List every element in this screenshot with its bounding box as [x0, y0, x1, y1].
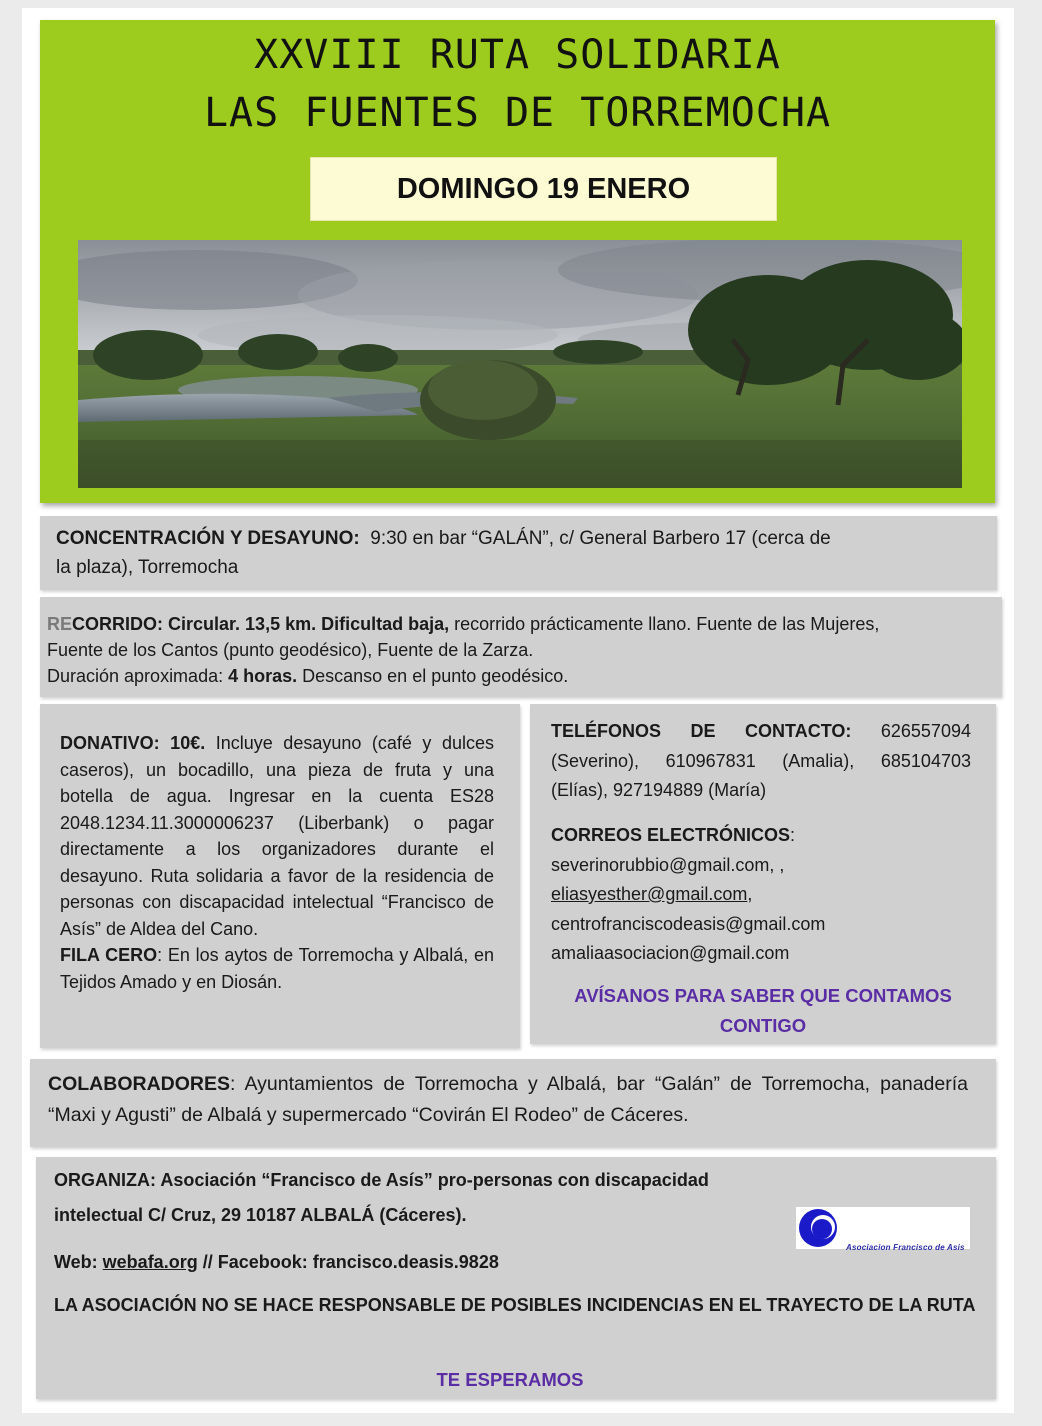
route-duration-prefix: Duración aproximada:: [47, 666, 229, 686]
email-2-link[interactable]: eliasyesther@gmail.com: [551, 884, 748, 904]
route-label: CORRIDO: Circular. 13,5 km. Dificultad baja,: [72, 614, 450, 634]
organizer-line2: intelectual C/ Cruz, 29 10187 ALBALÁ (Cáceres).: [54, 1205, 467, 1225]
collaborators-label: COLABORADORES: [48, 1073, 231, 1095]
meeting-point-label: CONCENTRACIÓN Y DESAYUNO:: [56, 528, 360, 549]
association-logo: [796, 1207, 970, 1252]
phones-line-3: (Elías), 927194889 (María): [551, 780, 767, 800]
emails-label-colon: :: [790, 825, 796, 845]
fila-cero-text: : En los aytos de Torremocha y Albalá, en Tejidos Amado y en Diosán.: [60, 945, 495, 992]
donation-panel: [40, 704, 520, 1048]
disclaimer: LA ASOCIACIÓN NO SE HACE RESPONSABLE DE POSIBLES INCIDENCIAS EN EL TRAYECTO DE LA RUTA: [54, 1295, 976, 1315]
route-label-gray: RE: [47, 614, 73, 634]
email-2-comma: ,: [747, 884, 753, 904]
phones-line-2: (Severino), 610967831 (Amalia), 685104703: [551, 750, 971, 771]
poster-title-line2: LAS FUENTES DE TORREMOCHA: [203, 90, 832, 136]
header-banner: [40, 20, 995, 503]
collaborators-panel: [30, 1059, 996, 1147]
call-to-action-line2: CONTIGO: [719, 1015, 807, 1036]
emails-label: CORREOS ELECTRÓNICOS: [551, 825, 791, 845]
collaborators-text: : Ayuntamientos de Torremocha y Albalá, bar “Galán” de Torremocha, panadería “Maxi y Agusti” de Albalá y supermercado “Covirán El Rodeo” de Cáceres.: [48, 1073, 968, 1126]
closing-message: TE ESPERAMOS: [436, 1369, 584, 1390]
poster-title-line1: XXVIII RUTA SOLIDARIA: [254, 32, 781, 78]
landscape-photo: [78, 240, 962, 488]
route-line1: recorrido prácticamente llano. Fuente de las Mujeres,: [449, 614, 880, 634]
logo-circle-icon: [796, 1207, 846, 1249]
route-panel: [40, 597, 1002, 697]
donation-label: DONATIVO: 10€.: [60, 733, 206, 753]
logo-text: Asociacion Francisco de Asis: [846, 1243, 965, 1252]
call-to-action-line1: AVÍSANOS PARA SABER QUE CONTAMOS: [574, 985, 952, 1006]
event-date-box: [310, 157, 777, 221]
route-duration-suffix: Descanso en el punto geodésico.: [297, 666, 569, 686]
phones-label: TELÉFONOS DE CONTACTO:: [551, 721, 852, 741]
website-link[interactable]: webafa.org: [102, 1252, 198, 1272]
meeting-point-panel: [40, 516, 997, 590]
event-date: DOMINGO 19 ENERO: [396, 172, 691, 205]
contact-panel: [530, 704, 996, 1044]
donation-text: Incluye desayuno (café y dulces caseros), un bocadillo, una pieza de fruta y una botella de agua. Ingresar en la cuenta ES28 2048.1234.11.3000006237 (Liberbank) o pagar directamente a los organizadores durante el desayuno. Ruta solidaria a favor de la residencia de personas con discapacidad intelectual “Francisco de Asís” de Aldea del Cano.: [60, 733, 494, 939]
facebook-text: // Facebook: francisco.deasis.9828: [197, 1252, 499, 1272]
phone-number-1: 626557094: [880, 721, 971, 741]
route-line2: Fuente de los Cantos (punto geodésico), Fuente de la Zarza.: [47, 640, 534, 660]
web-label: Web:: [54, 1252, 103, 1272]
fila-cero-label: FILA CERO: [60, 945, 158, 965]
meeting-point-text-1: 9:30 en bar “GALÁN”, c/ General Barbero 17 (cerca de: [370, 528, 831, 549]
email-3[interactable]: centrofranciscodeasis@gmail.com: [551, 913, 826, 934]
organizer-line1: ORGANIZA: Asociación “Francisco de Asís” pro-personas con discapacidad: [54, 1170, 709, 1190]
organizer-panel: [36, 1157, 996, 1399]
email-4[interactable]: amaliaasociacion@gmail.com: [551, 943, 790, 963]
meeting-point-text-2: la plaza), Torremocha: [56, 557, 239, 578]
route-duration: 4 horas.: [228, 666, 298, 686]
email-1[interactable]: severinorubbio@gmail.com, ,: [551, 854, 785, 875]
